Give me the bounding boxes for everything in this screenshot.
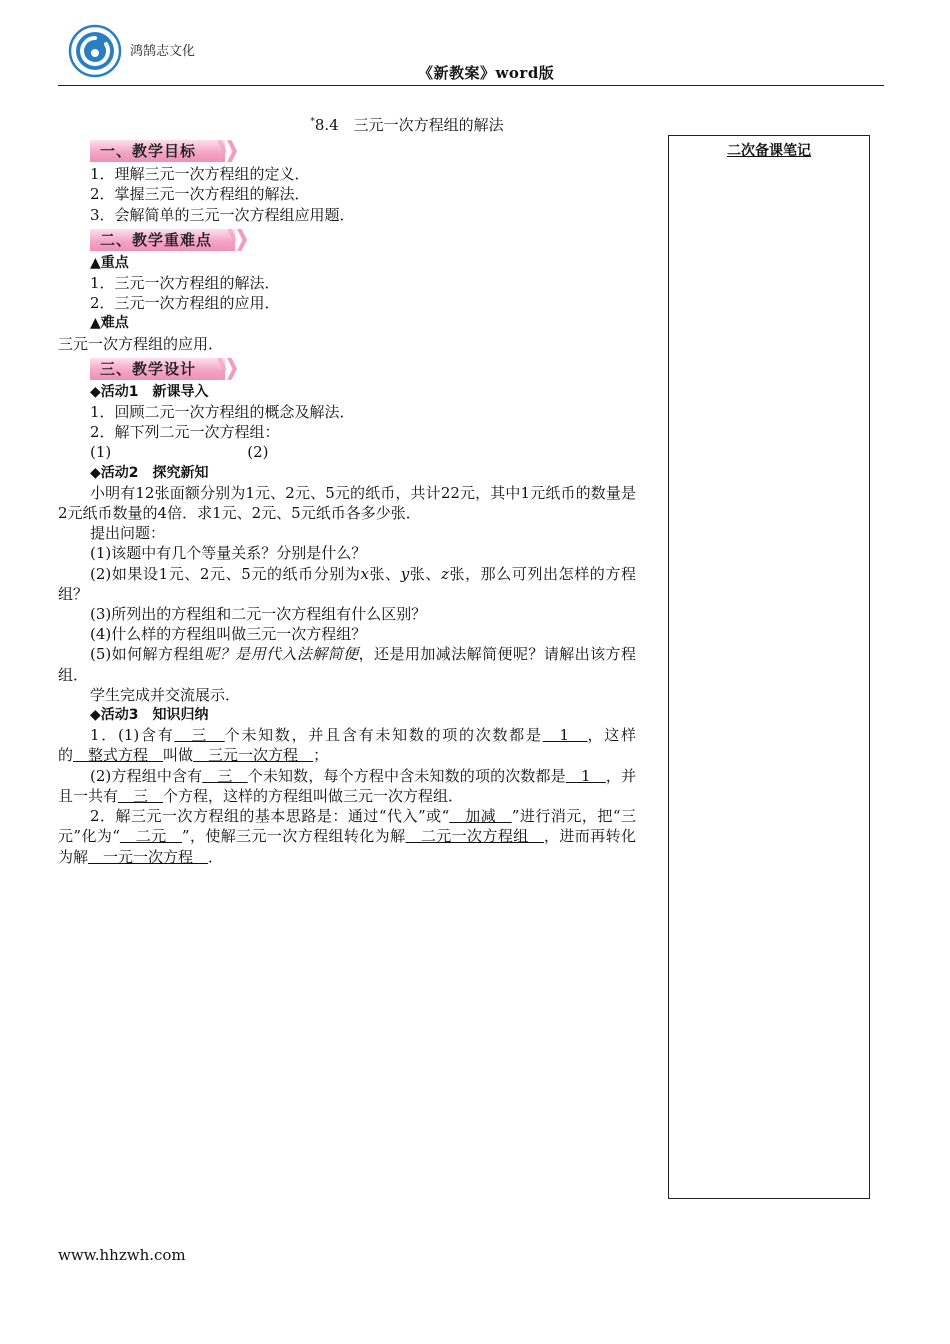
- notes-column: [668, 135, 870, 1199]
- document-title: 《新教案》word版: [418, 64, 555, 82]
- activity3-heading: ◆活动3 知识归纳: [90, 707, 209, 724]
- difficult-text: 三元一次方程组的应用．: [58, 334, 224, 353]
- equation-labels: [58, 442, 636, 462]
- problem-text: 小明有12张面额分别为1元、2元、5元的纸币，共计22元，其中1元纸币的数量是2元纸币数量的4倍．求1元、2元、5元纸币各多少张．: [58, 483, 636, 523]
- activity1-heading: ◆活动1 新课导入: [90, 383, 209, 400]
- footer-url: www.hhzwh.com: [58, 1246, 186, 1264]
- student-task: 学生完成并交流展示．: [90, 685, 241, 704]
- summary-3: 2．解三元一次方程组的基本思路是：通过“代入”或“ 加减 ”进行消元，把“三元”化为“ 二元 ”，使解三元一次方程组转化为解 二元一次方程组 ，进而再转化为解 一元一次方程 ．: [58, 807, 636, 866]
- difficult-heading: ▲难点: [90, 315, 129, 332]
- question-2: (2)如果设1元、2元、5元的纸币分别为x张、y张、z张，那么可列出怎样的方程组？: [58, 564, 636, 603]
- question-3: (3)所列出的方程组和二元一次方程组有什么区别？: [90, 605, 427, 624]
- activity1-item: 2．解下列二元一次方程组：: [90, 423, 280, 442]
- key-heading: ▲重点: [90, 254, 129, 271]
- banner-design: 三、教学设计: [90, 356, 250, 381]
- equation-2-label: (2): [247, 443, 269, 462]
- key-item: 1．三元一次方程组的解法．: [90, 274, 280, 293]
- summary-1: 1．(1)含有 三 个未知数，并且含有未知数的项的次数都是 1 ，这样的 整式方程 叫做 三元一次方程 ；: [58, 726, 636, 765]
- goal-item: 2．掌握三元一次方程组的解法．: [90, 185, 310, 204]
- goal-item: 3．会解简单的三元一次方程组应用题．: [90, 205, 355, 224]
- question-4: (4)什么样的方程组叫做三元一次方程组？: [90, 625, 367, 644]
- question-5: (5)如何解方程组呢？是用代入法解简便，还是用加减法解简便呢？请解出该方程组．: [58, 645, 636, 684]
- activity2-heading: ◆活动2 探究新知: [90, 464, 209, 481]
- section-title: *8.4 三元一次方程组的解法: [310, 116, 504, 134]
- banner-keypoints: 二、教学重难点: [90, 227, 250, 252]
- page-header: [58, 18, 884, 86]
- notes-title: 二次备课笔记: [727, 143, 811, 159]
- banner-goals: 一、教学目标: [90, 138, 250, 163]
- lesson-content: [58, 112, 636, 867]
- summary-2: (2)方程组中含有 三 个未知数，每个方程中含未知数的项的次数都是 1 ，并且一共有 三 个方程，这样的方程组叫做三元一次方程组．: [58, 766, 636, 805]
- question-prompt: 提出问题：: [90, 524, 166, 543]
- brand-name: 鸿鹄志文化: [130, 44, 196, 59]
- equation-1-label: (1): [90, 443, 112, 462]
- activity1-item: 1．回顾二元一次方程组的概念及解法．: [90, 403, 355, 422]
- question-1: (1)该题中有几个等量关系？分别是什么？: [90, 544, 367, 563]
- key-item: 2．三元一次方程组的应用．: [90, 294, 280, 313]
- brand-logo-icon: [68, 24, 122, 78]
- goal-item: 1．理解三元一次方程组的定义．: [90, 165, 310, 184]
